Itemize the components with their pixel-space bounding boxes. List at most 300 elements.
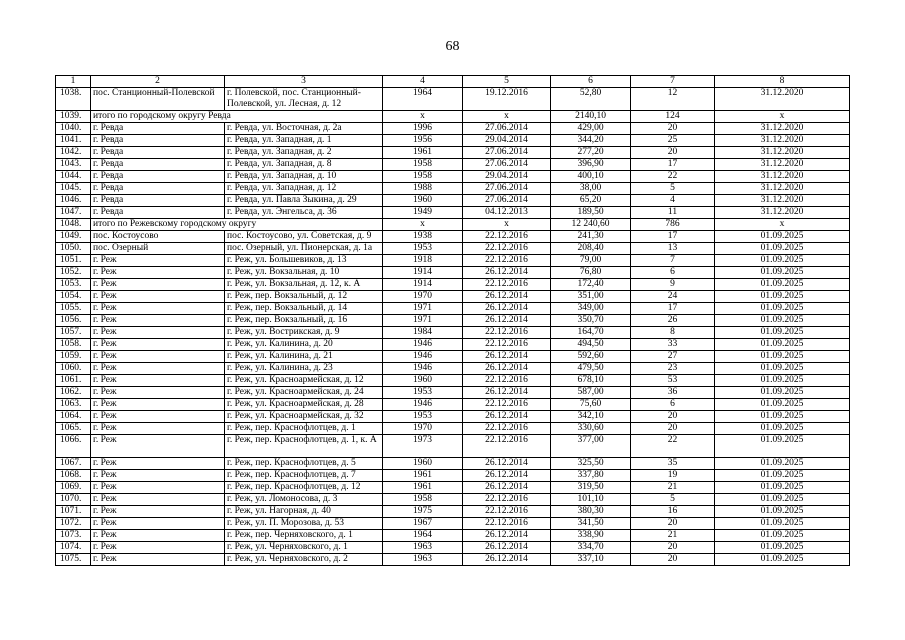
count-cell: 22 — [631, 435, 715, 458]
area-cell: 334,70 — [551, 542, 631, 554]
row-number-cell: 1056. — [56, 315, 91, 327]
deadline-cell: 31.12.2020 — [715, 159, 850, 171]
year-cell: 1914 — [383, 279, 463, 291]
table-row — [56, 123, 850, 135]
count-cell: 12 — [631, 88, 715, 111]
row-number-cell: 1061. — [56, 375, 91, 387]
settlement-cell: г. Реж — [91, 494, 225, 506]
table-row — [56, 435, 850, 458]
date-cell: 26.12.2014 — [463, 267, 551, 279]
row-number-cell: 1064. — [56, 411, 91, 423]
count-cell: 19 — [631, 470, 715, 482]
row-number-cell: 1040. — [56, 123, 91, 135]
date-cell: 22.12.2016 — [463, 279, 551, 291]
subtotal-row — [56, 219, 850, 231]
address-cell: г. Реж, ул. Калинина, д. 21 — [225, 351, 383, 363]
table-row — [56, 375, 850, 387]
year-cell: 1996 — [383, 123, 463, 135]
count-cell: 20 — [631, 423, 715, 435]
row-number-cell: 1038. — [56, 88, 91, 111]
row-number-cell: 1042. — [56, 147, 91, 159]
count-cell: 16 — [631, 506, 715, 518]
table-row — [56, 279, 850, 291]
date-cell: 27.06.2014 — [463, 123, 551, 135]
count-cell: 13 — [631, 243, 715, 255]
count-cell: 26 — [631, 315, 715, 327]
deadline-cell: 01.09.2025 — [715, 554, 850, 566]
address-cell: г. Ревда, ул. Западная, д. 1 — [225, 135, 383, 147]
count-cell: 23 — [631, 363, 715, 375]
row-number-cell: 1058. — [56, 339, 91, 351]
year-cell: 1971 — [383, 315, 463, 327]
column-header: 2 — [91, 76, 225, 88]
deadline-cell: 01.09.2025 — [715, 255, 850, 267]
date-cell: 22.12.2016 — [463, 494, 551, 506]
date-cell: 26.12.2014 — [463, 458, 551, 470]
year-cell: 1960 — [383, 375, 463, 387]
table-row — [56, 88, 850, 111]
date-cell: 26.12.2014 — [463, 411, 551, 423]
area-cell: 76,80 — [551, 267, 631, 279]
address-cell: г. Реж, пер. Черняховского, д. 1 — [225, 530, 383, 542]
year-cell: 1958 — [383, 171, 463, 183]
year-cell: 1938 — [383, 231, 463, 243]
address-cell: г. Реж, ул. Красноармейская, д. 28 — [225, 399, 383, 411]
date-cell: 29.04.2014 — [463, 171, 551, 183]
date-cell: 27.06.2014 — [463, 183, 551, 195]
year-cell: 1949 — [383, 207, 463, 219]
year-cell: 1918 — [383, 255, 463, 267]
row-number-cell: 1072. — [56, 518, 91, 530]
table-row — [56, 255, 850, 267]
year-cell: 1973 — [383, 435, 463, 458]
deadline-cell: 01.09.2025 — [715, 458, 850, 470]
address-cell: г. Реж, ул. Нагорная, д. 40 — [225, 506, 383, 518]
area-cell: 277,20 — [551, 147, 631, 159]
year-cell: 1963 — [383, 542, 463, 554]
area-cell: 396,90 — [551, 159, 631, 171]
deadline-cell: 01.09.2025 — [715, 482, 850, 494]
table-row — [56, 506, 850, 518]
count-cell: 6 — [631, 267, 715, 279]
address-cell: г. Реж, ул. Черняховского, д. 2 — [225, 554, 383, 566]
housing-registry-table — [55, 75, 850, 566]
settlement-cell: г. Реж — [91, 530, 225, 542]
date-cell: 22.12.2016 — [463, 399, 551, 411]
deadline-cell: 01.09.2025 — [715, 351, 850, 363]
date-cell: 22.12.2016 — [463, 435, 551, 458]
address-cell: г. Ревда, ул. Павла Зыкина, д. 29 — [225, 195, 383, 207]
area-cell: 344,20 — [551, 135, 631, 147]
table-row — [56, 399, 850, 411]
settlement-cell: г. Ревда — [91, 159, 225, 171]
date-cell: 22.12.2016 — [463, 327, 551, 339]
area-cell: 380,30 — [551, 506, 631, 518]
settlement-cell: пос. Озерный — [91, 243, 225, 255]
settlement-cell: г. Реж — [91, 255, 225, 267]
year-cell: 1953 — [383, 411, 463, 423]
address-cell: г. Реж, пер. Краснофлотцев, д. 5 — [225, 458, 383, 470]
row-number-cell: 1055. — [56, 303, 91, 315]
date-cell: 27.06.2014 — [463, 147, 551, 159]
deadline-cell: 01.09.2025 — [715, 303, 850, 315]
table-row — [56, 363, 850, 375]
table-row — [56, 159, 850, 171]
date-cell: x — [463, 219, 551, 231]
row-number-cell: 1046. — [56, 195, 91, 207]
settlement-cell: г. Реж — [91, 387, 225, 399]
deadline-cell: 31.12.2020 — [715, 123, 850, 135]
row-number-cell: 1074. — [56, 542, 91, 554]
address-cell: г. Реж, пер. Краснофлотцев, д. 1, к. А — [225, 435, 383, 458]
settlement-cell: г. Реж — [91, 291, 225, 303]
count-cell: 20 — [631, 147, 715, 159]
area-cell: 164,70 — [551, 327, 631, 339]
table-row — [56, 195, 850, 207]
table-row — [56, 482, 850, 494]
table-row — [56, 470, 850, 482]
count-cell: 24 — [631, 291, 715, 303]
address-cell: г. Ревда, ул. Западная, д. 8 — [225, 159, 383, 171]
year-cell: 1946 — [383, 399, 463, 411]
area-cell: 101,10 — [551, 494, 631, 506]
row-number-cell: 1060. — [56, 363, 91, 375]
deadline-cell: 01.09.2025 — [715, 327, 850, 339]
row-number-cell: 1054. — [56, 291, 91, 303]
deadline-cell: 01.09.2025 — [715, 291, 850, 303]
area-cell: 494,50 — [551, 339, 631, 351]
address-cell: г. Реж, ул. Красноармейская, д. 24 — [225, 387, 383, 399]
deadline-cell: 31.12.2020 — [715, 171, 850, 183]
table-row — [56, 351, 850, 363]
settlement-cell: г. Реж — [91, 315, 225, 327]
address-cell: г. Ревда, ул. Западная, д. 2 — [225, 147, 383, 159]
address-cell: пос. Озерный, ул. Пионерская, д. 1а — [225, 243, 383, 255]
area-cell: 587,00 — [551, 387, 631, 399]
subtotal-row — [56, 111, 850, 123]
table-row — [56, 530, 850, 542]
table-row — [56, 542, 850, 554]
settlement-cell: г. Реж — [91, 411, 225, 423]
deadline-cell: 01.09.2025 — [715, 399, 850, 411]
area-cell: 349,00 — [551, 303, 631, 315]
address-cell: г. Реж, ул. Калинина, д. 23 — [225, 363, 383, 375]
area-cell: 208,40 — [551, 243, 631, 255]
settlement-cell: г. Реж — [91, 482, 225, 494]
deadline-cell: 01.09.2025 — [715, 339, 850, 351]
year-cell: 1946 — [383, 351, 463, 363]
year-cell: 1958 — [383, 494, 463, 506]
date-cell: 04.12.2013 — [463, 207, 551, 219]
year-cell: 1984 — [383, 327, 463, 339]
date-cell: 26.12.2014 — [463, 470, 551, 482]
date-cell: 22.12.2016 — [463, 339, 551, 351]
column-header: 3 — [225, 76, 383, 88]
area-cell: 338,90 — [551, 530, 631, 542]
year-cell: 1975 — [383, 506, 463, 518]
row-number-cell: 1044. — [56, 171, 91, 183]
row-number-cell: 1045. — [56, 183, 91, 195]
settlement-cell: г. Реж — [91, 554, 225, 566]
settlement-cell: г. Ревда — [91, 207, 225, 219]
count-cell: 4 — [631, 195, 715, 207]
deadline-cell: 31.12.2020 — [715, 135, 850, 147]
row-number-cell: 1049. — [56, 231, 91, 243]
year-cell: 1960 — [383, 195, 463, 207]
settlement-cell: г. Реж — [91, 506, 225, 518]
deadline-cell: 01.09.2025 — [715, 494, 850, 506]
count-cell: 17 — [631, 159, 715, 171]
area-cell: 65,20 — [551, 195, 631, 207]
table-row — [56, 147, 850, 159]
count-cell: 7 — [631, 255, 715, 267]
count-cell: 27 — [631, 351, 715, 363]
count-cell: 20 — [631, 554, 715, 566]
area-cell: 337,80 — [551, 470, 631, 482]
row-number-cell: 1070. — [56, 494, 91, 506]
date-cell: 27.06.2014 — [463, 195, 551, 207]
deadline-cell: 01.09.2025 — [715, 411, 850, 423]
deadline-cell: 31.12.2020 — [715, 88, 850, 111]
deadline-cell: 01.09.2025 — [715, 243, 850, 255]
area-cell: 319,50 — [551, 482, 631, 494]
area-cell: 241,30 — [551, 231, 631, 243]
year-cell: 1914 — [383, 267, 463, 279]
row-number-cell: 1043. — [56, 159, 91, 171]
row-number-cell: 1063. — [56, 399, 91, 411]
settlement-cell: г. Ревда — [91, 171, 225, 183]
date-cell: 27.06.2014 — [463, 159, 551, 171]
area-cell: 678,10 — [551, 375, 631, 387]
row-number-cell: 1065. — [56, 423, 91, 435]
year-cell: 1967 — [383, 518, 463, 530]
table-row — [56, 183, 850, 195]
year-cell: 1961 — [383, 470, 463, 482]
address-cell: г. Реж, ул. Красноармейская, д. 12 — [225, 375, 383, 387]
count-cell: 786 — [631, 219, 715, 231]
address-cell: г. Реж, ул. Черняховского, д. 1 — [225, 542, 383, 554]
table-row — [56, 243, 850, 255]
table-row — [56, 135, 850, 147]
deadline-cell: 31.12.2020 — [715, 195, 850, 207]
area-cell: 351,00 — [551, 291, 631, 303]
deadline-cell: 01.09.2025 — [715, 375, 850, 387]
area-cell: 330,60 — [551, 423, 631, 435]
year-cell: 1953 — [383, 243, 463, 255]
count-cell: 25 — [631, 135, 715, 147]
column-header: 5 — [463, 76, 551, 88]
area-cell: 325,50 — [551, 458, 631, 470]
area-cell: 75,60 — [551, 399, 631, 411]
settlement-cell: г. Ревда — [91, 183, 225, 195]
settlement-cell: г. Реж — [91, 279, 225, 291]
table-row — [56, 303, 850, 315]
date-cell: 22.12.2016 — [463, 506, 551, 518]
settlement-cell: г. Реж — [91, 351, 225, 363]
area-cell: 172,40 — [551, 279, 631, 291]
date-cell: x — [463, 111, 551, 123]
row-number-cell: 1059. — [56, 351, 91, 363]
row-number-cell: 1067. — [56, 458, 91, 470]
address-cell: г. Реж, ул. Калинина, д. 20 — [225, 339, 383, 351]
column-header: 6 — [551, 76, 631, 88]
deadline-cell: 01.09.2025 — [715, 315, 850, 327]
row-number-cell: 1047. — [56, 207, 91, 219]
deadline-cell: 01.09.2025 — [715, 387, 850, 399]
deadline-cell: x — [715, 219, 850, 231]
row-number-cell: 1071. — [56, 506, 91, 518]
year-cell: 1970 — [383, 291, 463, 303]
area-cell: 400,10 — [551, 171, 631, 183]
settlement-cell: г. Реж — [91, 458, 225, 470]
date-cell: 22.12.2016 — [463, 518, 551, 530]
deadline-cell: 01.09.2025 — [715, 363, 850, 375]
table-body — [56, 76, 850, 566]
address-cell: г. Реж, пер. Вокзальный, д. 12 — [225, 291, 383, 303]
year-cell: 1958 — [383, 159, 463, 171]
deadline-cell: 31.12.2020 — [715, 183, 850, 195]
address-cell: г. Реж, ул. Вокзальная, д. 10 — [225, 267, 383, 279]
address-cell: г. Реж, ул. Вострикская, д. 9 — [225, 327, 383, 339]
table-row — [56, 171, 850, 183]
date-cell: 26.12.2014 — [463, 315, 551, 327]
row-number-cell: 1050. — [56, 243, 91, 255]
area-cell: 2140,10 — [551, 111, 631, 123]
row-number-cell: 1075. — [56, 554, 91, 566]
column-header: 8 — [715, 76, 850, 88]
count-cell: 20 — [631, 518, 715, 530]
settlement-cell: г. Реж — [91, 470, 225, 482]
deadline-cell: 01.09.2025 — [715, 435, 850, 458]
address-cell: г. Ревда, ул. Западная, д. 10 — [225, 171, 383, 183]
table-row — [56, 518, 850, 530]
address-cell: г. Реж, пер. Краснофлотцев, д. 12 — [225, 482, 383, 494]
page-number: 68 — [445, 39, 460, 54]
deadline-cell: 01.09.2025 — [715, 530, 850, 542]
table-row — [56, 554, 850, 566]
count-cell: 20 — [631, 542, 715, 554]
header-row — [56, 76, 850, 88]
table-row — [56, 339, 850, 351]
settlement-cell: г. Реж — [91, 375, 225, 387]
deadline-cell: 01.09.2025 — [715, 279, 850, 291]
row-number-cell: 1073. — [56, 530, 91, 542]
row-number-cell: 1062. — [56, 387, 91, 399]
area-cell: 479,50 — [551, 363, 631, 375]
year-cell: 1953 — [383, 387, 463, 399]
settlement-cell: г. Реж — [91, 267, 225, 279]
row-number-cell: 1057. — [56, 327, 91, 339]
date-cell: 19.12.2016 — [463, 88, 551, 111]
year-cell: 1964 — [383, 88, 463, 111]
count-cell: 5 — [631, 183, 715, 195]
year-cell: 1963 — [383, 554, 463, 566]
row-number-cell: 1039. — [56, 111, 91, 123]
area-cell: 377,00 — [551, 435, 631, 458]
deadline-cell: 01.09.2025 — [715, 470, 850, 482]
settlement-cell: г. Ревда — [91, 195, 225, 207]
date-cell: 26.12.2014 — [463, 291, 551, 303]
count-cell: 5 — [631, 494, 715, 506]
settlement-cell: г. Реж — [91, 423, 225, 435]
date-cell: 22.12.2016 — [463, 423, 551, 435]
date-cell: 26.12.2014 — [463, 363, 551, 375]
settlement-cell: г. Ревда — [91, 135, 225, 147]
settlement-cell: г. Ревда — [91, 123, 225, 135]
row-number-cell: 1068. — [56, 470, 91, 482]
address-cell: г. Реж, ул. П. Морозова, д. 53 — [225, 518, 383, 530]
settlement-cell: пос. Костоусово — [91, 231, 225, 243]
date-cell: 22.12.2016 — [463, 375, 551, 387]
table-row — [56, 315, 850, 327]
address-cell: г. Реж, пер. Вокзальный, д. 16 — [225, 315, 383, 327]
deadline-cell: 01.09.2025 — [715, 542, 850, 554]
year-cell: 1988 — [383, 183, 463, 195]
table-row — [56, 231, 850, 243]
row-number-cell: 1052. — [56, 267, 91, 279]
settlement-cell: г. Реж — [91, 363, 225, 375]
row-number-cell: 1069. — [56, 482, 91, 494]
area-cell: 342,10 — [551, 411, 631, 423]
table-row — [56, 291, 850, 303]
subtotal-label-cell: итого по Режевскому городскому округу — [91, 219, 383, 231]
count-cell: 35 — [631, 458, 715, 470]
area-cell: 12 240,60 — [551, 219, 631, 231]
count-cell: 8 — [631, 327, 715, 339]
row-number-cell: 1053. — [56, 279, 91, 291]
row-number-cell: 1066. — [56, 435, 91, 458]
settlement-cell: г. Ревда — [91, 147, 225, 159]
year-cell: 1960 — [383, 458, 463, 470]
count-cell: 20 — [631, 411, 715, 423]
address-cell: г. Реж, ул. Вокзальная, д. 12, к. А — [225, 279, 383, 291]
area-cell: 341,50 — [551, 518, 631, 530]
table-row — [56, 458, 850, 470]
count-cell: 9 — [631, 279, 715, 291]
year-cell: 1964 — [383, 530, 463, 542]
settlement-cell: пос. Станционный-Полевской — [91, 88, 225, 111]
year-cell: 1946 — [383, 339, 463, 351]
address-cell: г. Реж, ул. Ломоносова, д. 3 — [225, 494, 383, 506]
area-cell: 52,80 — [551, 88, 631, 111]
count-cell: 36 — [631, 387, 715, 399]
year-cell: 1961 — [383, 482, 463, 494]
column-header: 1 — [56, 76, 91, 88]
table-row — [56, 327, 850, 339]
deadline-cell: 01.09.2025 — [715, 518, 850, 530]
year-cell: 1961 — [383, 147, 463, 159]
address-cell: г. Реж, пер. Краснофлотцев, д. 7 — [225, 470, 383, 482]
settlement-cell: г. Реж — [91, 542, 225, 554]
address-cell: г. Полевской, пос. Станционный-Полевской, ул. Лесная, д. 12 — [225, 88, 383, 111]
year-cell: x — [383, 111, 463, 123]
area-cell: 79,00 — [551, 255, 631, 267]
table-row — [56, 423, 850, 435]
address-cell: г. Ревда, ул. Западная, д. 12 — [225, 183, 383, 195]
address-cell: г. Реж, ул. Большевиков, д. 13 — [225, 255, 383, 267]
year-cell: 1956 — [383, 135, 463, 147]
row-number-cell: 1051. — [56, 255, 91, 267]
address-cell: г. Реж, ул. Красноармейская, д. 32 — [225, 411, 383, 423]
address-cell: г. Ревда, ул. Восточная, д. 2а — [225, 123, 383, 135]
table-row — [56, 267, 850, 279]
date-cell: 22.12.2016 — [463, 231, 551, 243]
count-cell: 33 — [631, 339, 715, 351]
deadline-cell: 31.12.2020 — [715, 207, 850, 219]
settlement-cell: г. Реж — [91, 435, 225, 458]
count-cell: 22 — [631, 171, 715, 183]
settlement-cell: г. Реж — [91, 399, 225, 411]
